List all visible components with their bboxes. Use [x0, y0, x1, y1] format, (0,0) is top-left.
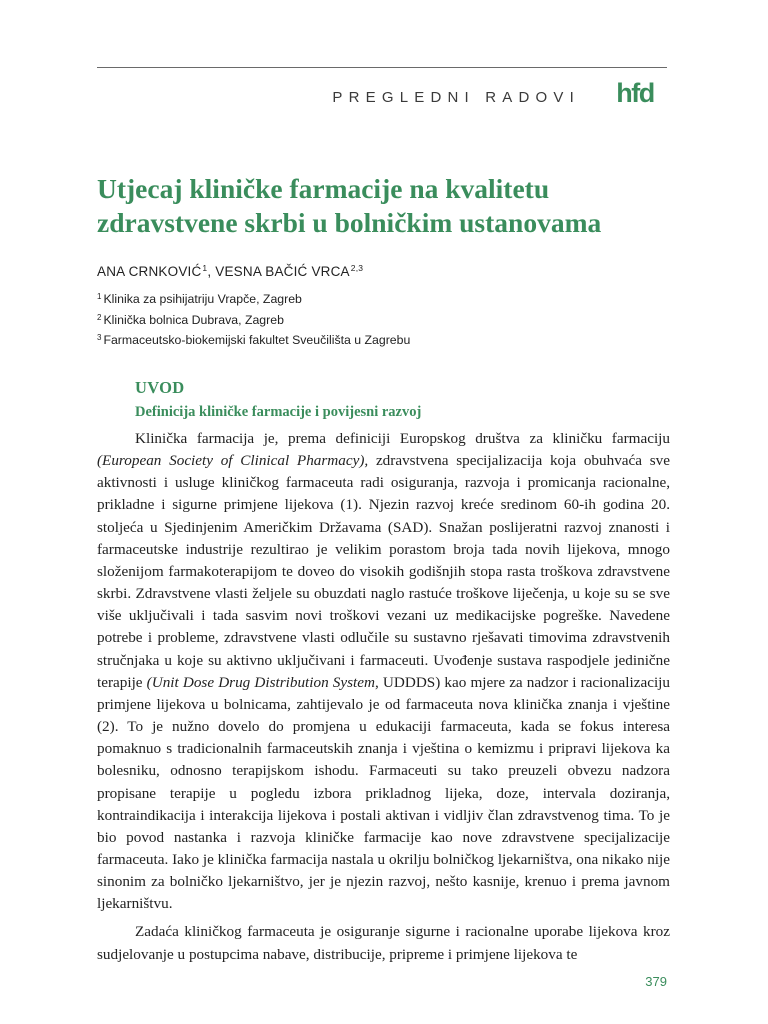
- affiliation-text: Klinika za psihijatriju Vrapče, Zagreb: [103, 292, 302, 306]
- affiliation-text: Farmaceutsko-biokemijski fakultet Sveučilišta u Zagrebu: [103, 333, 411, 347]
- affiliation-item: [97, 309, 410, 330]
- hfd-logo: [602, 80, 668, 106]
- affiliation-item: [97, 329, 410, 350]
- author-name: ANA CRNKOVIĆ: [97, 264, 202, 279]
- article-title: Utjecaj kliničke farmacije na kvalitetu zdravstvene skrbi u bolničkim ustanovama: [97, 173, 602, 238]
- article-body: [97, 428, 670, 972]
- section-label: PREGLEDNI RADOVI: [332, 89, 580, 106]
- affiliation-number: 1: [97, 292, 102, 301]
- affiliation-list: [97, 288, 410, 350]
- author-affiliation-ref: 2,3: [350, 263, 364, 273]
- section-heading: UVOD: [135, 378, 185, 397]
- affiliation-text: Klinička bolnica Dubrava, Zagreb: [103, 312, 284, 327]
- affiliation-number: 2: [97, 312, 102, 322]
- author-separator: ,: [207, 264, 216, 279]
- affiliation-number: 3: [97, 333, 102, 342]
- affiliation-item: [97, 288, 410, 309]
- svg-text:hfd: hfd: [616, 80, 654, 106]
- paragraph-text: Klinička farmacija je, prema definiciji Europskog društva za kliničku farmaciju: [135, 430, 670, 447]
- italic-term: (European Society of Clinical Pharmacy),: [97, 452, 369, 470]
- page-number: 379: [645, 974, 667, 989]
- paragraph-text: , UDDDS) kao mjere za nadzor i racionalizaciju primjene lijekova u bolnicama, zahtijevalo je od farmaceuta nova klinička znanja i vještine (2). To je nužno dovelo do promjena u edukaciji farmaceuta, kada se fokus interesa pomaknuo s tradicionalnih farmaceutskih znanja i vještina o kemizmu i pripravi lijekova ka bolesniku, odnosno terapijskom ishodu. Farmaceuti su tako preuzeli obvezu nadzora propisane terapije u pogledu izbora prikladnog lijeka, doze, intervala doziranja, kontraindikacija i interakcija lijekova i postali aktivan i vidljiv član zdravstvenog tima. To je bio povod nastanka i razvoja kliničke farmacije kao nove zdravstvene specijalizacije farmaceuta. Iako je klinička farmacija nastala u okrilju bolničkog ljekarništva, ona nikako nije sinonim za bolničko ljekarništvo, jer je njezin razvoj, nešto kasnije, krenuo i prema javnom ljekarništvu.: [97, 673, 670, 913]
- author-name: VESNA BAČIĆ VRCA: [215, 264, 350, 279]
- header-rule: [97, 67, 667, 68]
- author-affiliation-ref: 1: [202, 263, 208, 273]
- paragraph-text: zdravstvena specijalizacija koja obuhvaća sve aktivnosti i usluge kliničkog farmaceuta radi osiguranja, razvoja i promicanja racionalne, prikladne i sigurne primjene lijekova (1). Njezin razvoj kreće sredinom 60-ih godina 20. stoljeća u Sjedinjenim Američkim Državama (SAD). Snažan poslijeratni razvoj znanosti i farmaceutske industrije rezultirao je velikim porastom broja tada novih lijekova, mnogo složenijom farmakoterapijom te doveo do visokih godišnjih stopa rasta troškova zdravstvene skrbi. Zdravstvene vlasti željele su obuzdati naglo rastuće troškove liječenja, u koje su se sve više uključivali i tada sasvim novi troškovi vezani uz medikacijske pogreške. Navedene potrebe i probleme, zdravstvene vlasti odlučile su sustavno rješavati timovima zdravstvenih stručnjaka u koje su aktivno uključivani i farmaceuti. Uvođenje sustava raspodjele jedinične terapije: [97, 452, 670, 691]
- body-paragraph: [97, 428, 670, 915]
- author-list: [97, 263, 363, 279]
- body-paragraph: Zadaća kliničkog farmaceuta je osiguranje sigurne i racionalne uporabe lijekova kroz sudjelovanje u postupcima nabave, distribucije, pripreme i primjene lijekova te: [97, 923, 670, 963]
- italic-term: (Unit Dose Drug Distribution System: [146, 673, 375, 691]
- subsection-heading: Definicija kliničke farmacije i povijesni razvoj: [135, 404, 422, 420]
